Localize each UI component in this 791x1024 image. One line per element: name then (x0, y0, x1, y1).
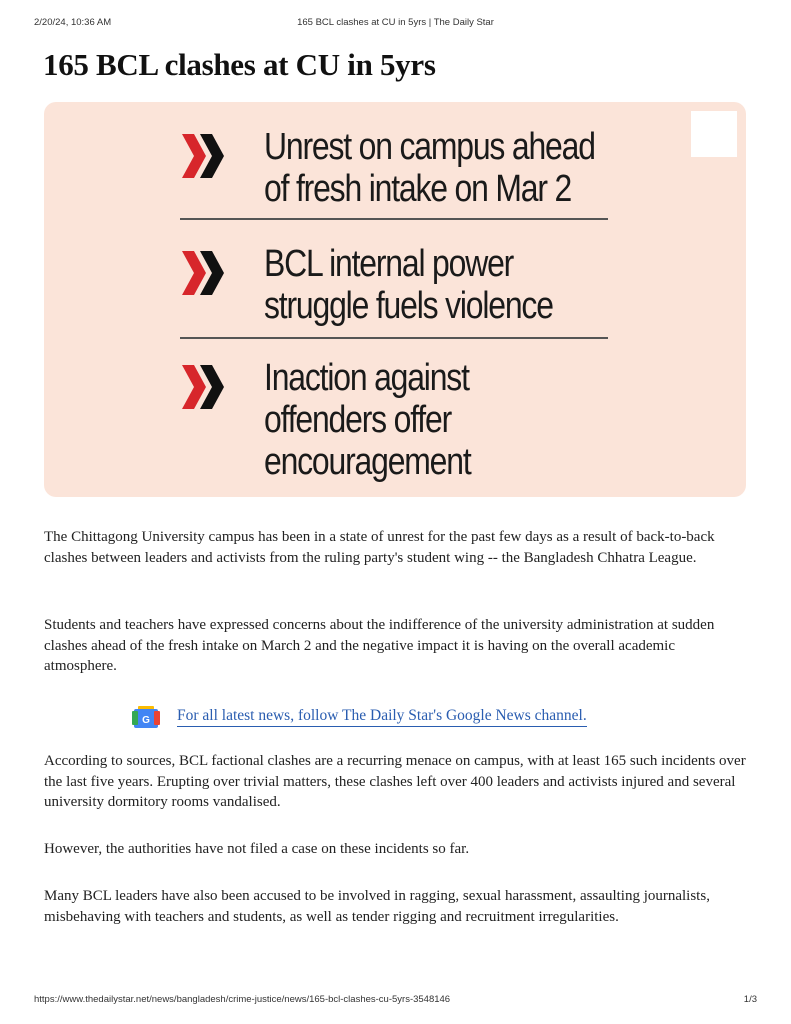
graphic-point-line: struggle fuels violence (264, 285, 553, 327)
article-paragraph: Many BCL leaders have also been accused to be involved in ragging, sexual harassment, assaulting journalists, misbehaving with teachers and students, as well as tender rigging and recruitment irregularities. (44, 888, 710, 925)
print-page-title: 165 BCL clashes at CU in 5yrs | The Daily Star (297, 17, 494, 28)
graphic-point-line: BCL internal power (264, 243, 514, 285)
google-news-link[interactable]: For all latest news, follow The Daily Star's Google News channel. (177, 706, 587, 727)
double-chevron-icon (180, 361, 228, 413)
print-url: https://www.thedailystar.net/news/bangladesh/crime-justice/news/165-bcl-clashes-cu-5yrs-3548146 (34, 994, 451, 1005)
print-datetime: 2/20/24, 10:36 AM (34, 17, 112, 28)
graphic-point-line: encouragement (264, 441, 471, 483)
headline-graphic (44, 102, 746, 497)
graphic-point-line: offenders offer (264, 399, 452, 441)
print-page-count: 1/3 (743, 994, 757, 1005)
article-paragraph: The Chittagong University campus has been in a state of unrest for the past few days as a result of back-to-back clashes between leaders and activists from the ruling party's student wing -- the Bangladesh Chhatra League. (44, 529, 715, 566)
graphic-point-text (264, 126, 595, 210)
print-footer (34, 994, 757, 1008)
article-headline: 165 BCL clashes at CU in 5yrs (43, 47, 436, 82)
google-news-icon[interactable] (132, 706, 160, 730)
article-paragraph: Students and teachers have expressed concerns about the indifference of the university administration at sudden clashes ahead of the fresh intake on March 2 and the negative impact it is having on the overall academic atmosphere. (44, 617, 715, 674)
graphic-white-square (691, 111, 737, 157)
graphic-point-text (264, 357, 471, 483)
graphic-divider (180, 218, 608, 220)
double-chevron-icon (180, 130, 228, 182)
graphic-divider (180, 337, 608, 339)
graphic-point-line: Unrest on campus ahead (264, 126, 595, 168)
article-paragraph: According to sources, BCL factional clashes are a recurring menace on campus, with at least 165 such incidents over the last five years. Erupting over trivial matters, these clashes left over 400 leaders and activists injured and several university dormitory rooms vandalised. (44, 753, 746, 810)
svg-text:G: G (142, 715, 150, 726)
graphic-point-line: Inaction against (264, 357, 469, 399)
print-header (34, 17, 757, 31)
graphic-point-text (264, 243, 553, 327)
graphic-point-line: of fresh intake on Mar 2 (264, 168, 572, 210)
article-paragraph: However, the authorities have not filed a case on these incidents so far. (44, 841, 470, 857)
double-chevron-icon (180, 247, 228, 299)
